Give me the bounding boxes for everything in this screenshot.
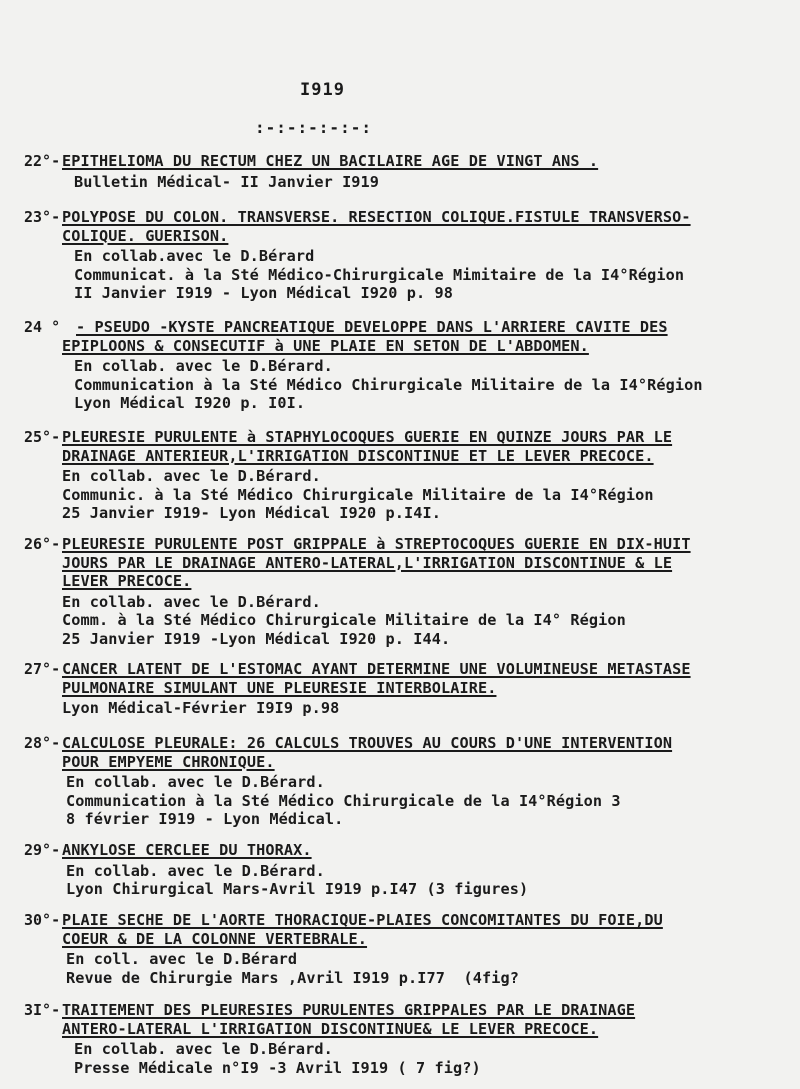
entry-detail-line: Presse Médicale n°I9 -3 Avril I919 ( 7 fig?) [74,1058,481,1077]
entry-number: 26°- [24,535,61,553]
entry-title-line: PLEURESIE PURULENTE POST GRIPPALE à STREPTOCOQUES GUERIE EN DIX-HUIT [62,535,691,553]
entry-detail-line: En collab. avec le D.Bérard. [66,861,325,880]
entry-title-line: ANKYLOSE CERCLEE DU THORAX. [62,841,312,859]
entry-detail-line: En collab. avec le D.Bérard. [74,1040,333,1058]
entry-number: 22°- [24,152,61,170]
entry-number: 27°- [24,660,61,678]
entry-detail-line: Lyon Médical-Février I9I9 p.98 [62,699,340,717]
entry-detail-line: Comm. à la Sté Médico Chirurgicale Militaire de la I4° Région [62,611,626,629]
entry-detail-line: Communication à la Sté Médico Chirurgicale Militaire de la I4°Région [74,375,703,394]
entry-title-line: EPIPLOONS & CONSECUTIF à UNE PLAIE EN SETON DE L'ABDOMEN. [62,336,589,355]
entry-detail-line: En collab.avec le D.Bérard [74,247,315,265]
entry-detail-line: II Janvier I919 - Lyon Médical I920 p. 98 [74,284,453,302]
entry-number: 23°- [24,208,61,226]
entry-title-line: CALCULOSE PLEURALE: 26 CALCULS TROUVES AU COURS D'UNE INTERVENTION [62,734,673,752]
entry-title-line: PULMONAIRE SIMULANT UNE PLEURESIE INTERBOLAIRE. [62,678,497,697]
entry-detail-line: Lyon Chirurgical Mars-Avril I919 p.I47 (3 figures) [66,880,529,898]
entry-title-line: - PSEUDO -KYSTE PANCREATIQUE DEVELOPPE DANS L'ARRIERE CAVITE DES [76,318,668,336]
entry-title-line: POLYPOSE DU COLON. TRANSVERSE. RESECTION COLIQUE.FISTULE TRANSVERSO- [62,208,691,226]
entry-title-line: POUR EMPYEME CHRONIQUE. [62,752,275,771]
entry-detail-line: Communication à la Sté Médico Chirurgicale de la I4°Région 3 [66,791,621,810]
entry-detail-line: 25 Janvier I919- Lyon Médical I920 p.I4I. [62,504,441,522]
entry-detail-line: En collab. avec le D.Bérard. [66,773,325,791]
entry-detail-line: 8 février I919 - Lyon Médical. [66,810,344,828]
page-year: I919 [300,80,345,100]
entry-title-line: COEUR & DE LA COLONNE VERTEBRALE. [62,929,368,948]
entry-title-line: PLEURESIE PURULENTE à STAPHYLOCOQUES GUERIE EN QUINZE JOURS PAR LE [62,428,673,446]
entry-title-line: ANTERO-LATERAL L'IRRIGATION DISCONTINUE& LE LEVER PRECOCE. [62,1019,599,1038]
entry-number: 24 ° [24,318,61,336]
entry-title-line: DRAINAGE ANTERIEUR,L'IRRIGATION DISCONTINUE ET LE LEVER PRECOCE. [62,446,654,465]
entry-detail-line: En collab. avec le D.Bérard. [74,357,333,375]
entry-title-line: TRAITEMENT DES PLEURESIES PURULENTES GRIPPALES PAR LE DRAINAGE [62,1001,636,1019]
entry-title-line: LEVER PRECOCE. [62,572,192,590]
entry-number: 25°- [24,428,61,446]
entry-detail-line: En coll. avec le D.Bérard [66,950,298,968]
entry-number: 30°- [24,911,61,929]
entry-detail-line: En collab. avec le D.Bérard. [62,592,321,611]
entry-detail-line: En collab. avec le D.Bérard. [62,467,321,485]
entry-detail-line: Communic. à la Sté Médico Chirurgicale Militaire de la I4°Région [62,485,654,504]
entry-number: 29°- [24,841,61,859]
separator: :-:-:-:-:-: [255,118,372,137]
entry-title-line: JOURS PAR LE DRAINAGE ANTERO-LATERAL,L'IRRIGATION DISCONTINUE & LE [62,553,673,572]
entry-detail-line: Revue de Chirurgie Mars ,Avril I919 p.I77 (4fig? [66,968,519,987]
entry-number: 28°- [24,734,61,752]
entry-title-line: EPITHELIOMA DU RECTUM CHEZ UN BACILAIRE AGE DE VINGT ANS . [62,152,599,170]
entry-detail-line: Communicat. à la Sté Médico-Chirurgicale Mimitaire de la I4°Région [74,265,685,284]
entry-title-line: CANCER LATENT DE L'ESTOMAC AYANT DETERMINE UNE VOLUMINEUSE METASTASE [62,660,691,678]
entry-number: 3I°- [24,1001,61,1019]
entry-detail-line: Lyon Médical I920 p. I0I. [74,394,306,412]
entry-detail-line: 25 Janvier I919 -Lyon Médical I920 p. I44. [62,629,451,648]
entry-title-line: COLIQUE. GUERISON. [62,226,229,245]
entry-title-line: PLAIE SECHE DE L'AORTE THORACIQUE-PLAIES CONCOMITANTES DU FOIE,DU [62,911,663,929]
entry-detail-line: Bulletin Médical- II Janvier I919 [74,172,380,191]
